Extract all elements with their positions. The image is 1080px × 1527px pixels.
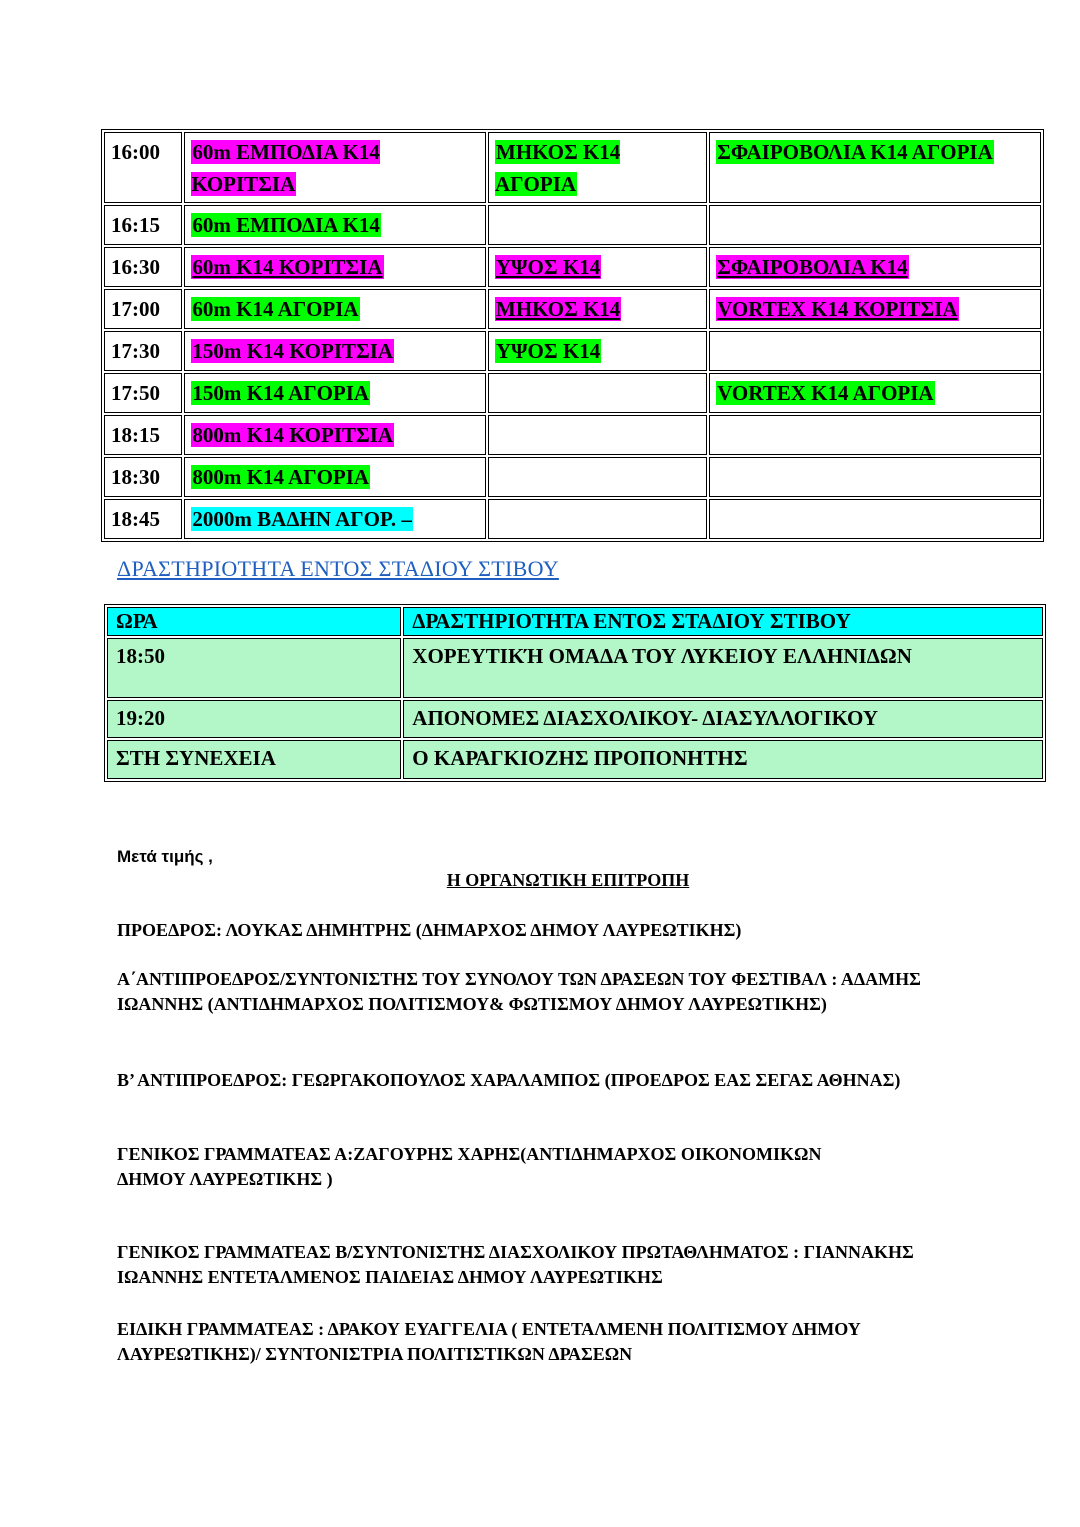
section-heading: ΔΡΑΣΤΗΡΙΟΤΗΤΑ ΕΝΤΟΣ ΣΤΑΔΙΟΥ ΣΤΙΒΟΥ xyxy=(117,556,559,581)
header-activity: ΔΡΑΣΤΗΡΙΟΤΗΤΑ ΕΝΤΟΣ ΣΤΑΔΙΟΥ ΣΤΙΒΟΥ xyxy=(403,607,1043,636)
committee-member: Β’ ΑΝΤΙΠΡΟΕΔΡΟΣ: ΓΕΩΡΓΑΚΟΠΟΥΛΟΣ ΧΑΡΑΛΑΜΠΟΣ (ΠΡΟΕΔΡΟΣ ΕΑΣ ΣΕΓΑΣ ΑΘΗΝΑΣ) xyxy=(117,1070,901,1090)
header-time: ΩΡΑ xyxy=(107,607,401,636)
committee-member: ΕΙΔΙΚΗ ΓΡΑΜΜΑΤΕΑΣ : ΔΡΑΚΟΥ ΕΥΑΓΓΕΛΙΑ ( ΕΝΤΕΤΑΛΜΕΝΗ ΠΟΛΙΤΙΣΜΟΥ ΔΗΜΟΥ ΛΑΥΡΕΩΤΙΚΗΣ)/ ΣΥΝΤΟΝΙΣΤΡΙΑ ΠΟΛΙΤΙΣΤΙΚΩΝ ΔΡΑΣΕΩΝ xyxy=(117,1319,861,1364)
event-schedule-table xyxy=(101,129,1044,542)
schedule-event-cell xyxy=(184,373,486,413)
committee-member: ΓΕΝΙΚΟΣ ΓΡΑΜΜΑΤΕΑΣ Α:ΖΑΓΟΥΡΗΣ ΧΑΡΗΣ(ΑΝΤΙΔΗΜΑΡΧΟΣ ΟΙΚΟΝΟΜΙΚΩΝ ΔΗΜΟΥ ΛΑΥΡΕΩΤΙΚΗΣ ) xyxy=(117,1144,822,1189)
schedule-row xyxy=(104,373,1041,413)
activity-time: 19:20 xyxy=(107,700,401,738)
activity-name: ΧΟΡΕΥΤΙΚΉ ΟΜΑΔΑ ΤΟΥ ΛΥΚΕΙΟΥ ΕΛΛΗΝΙΔΩΝ xyxy=(403,638,1043,698)
schedule-event-cell xyxy=(184,132,486,203)
schedule-event-cell xyxy=(709,289,1041,329)
schedule-event: 800m Κ14 ΚΟΡΙΤΣΙΑ xyxy=(192,423,394,447)
schedule-event: VORTEX Κ14 ΚΟΡΙΤΣΙΑ xyxy=(717,297,958,321)
schedule-event-cell xyxy=(184,289,486,329)
schedule-event-cell xyxy=(709,205,1041,245)
schedule-event: 150m Κ14 ΑΓΟΡΙΑ xyxy=(192,381,370,405)
schedule-event-cell xyxy=(184,457,486,497)
activity-time: ΣΤΗ ΣΥΝΕΧΕΙΑ xyxy=(107,740,401,779)
committee-title: Η ΟΡΓΑΝΩΤΙΚΗ ΕΠΙΤΡΟΠΗ xyxy=(446,870,690,890)
schedule-row xyxy=(104,205,1041,245)
schedule-event-cell xyxy=(184,415,486,455)
schedule-row xyxy=(104,132,1041,203)
activity-time: 18:50 xyxy=(107,638,401,698)
schedule-row xyxy=(104,415,1041,455)
committee-member: Α΄ΑΝΤΙΠΡΟΕΔΡΟΣ/ΣΥΝΤΟΝΙΣΤΗΣ ΤΟΥ ΣΥΝΟΛΟΥ ΤΩΝ ΔΡΑΣΕΩΝ ΤΟΥ ΦΕΣΤΙΒΑΛ : ΑΔΑΜΗΣ ΙΩΑΝΝΗΣ (ΑΝΤΙΔΗΜΑΡΧΟΣ ΠΟΛΙΤΙΣΜΟΥ& ΦΩΤΙΣΜΟΥ ΔΗΜΟΥ ΛΑΥΡΕΩΤΙΚΗΣ) xyxy=(117,969,921,1014)
activity-name: Ο ΚΑΡΑΓΚΙΟΖΗΣ ΠΡΟΠΟΝΗΤΗΣ xyxy=(403,740,1043,779)
schedule-event: ΜΗΚΟΣ Κ14 ΑΓΟΡΙΑ xyxy=(495,140,621,196)
schedule-time: 17:30 xyxy=(104,331,182,371)
schedule-event-cell xyxy=(709,132,1041,203)
schedule-event: 60m Κ14 ΚΟΡΙΤΣΙΑ xyxy=(192,255,383,279)
schedule-event: 60m ΕΜΠΟΔΙΑ Κ14 xyxy=(192,213,380,237)
schedule-event: 60m ΕΜΠΟΔΙΑ Κ14 ΚΟΡΙΤΣΙΑ xyxy=(191,140,380,196)
schedule-event-cell xyxy=(184,499,486,539)
schedule-row xyxy=(104,457,1041,497)
schedule-event-cell xyxy=(709,247,1041,287)
schedule-event-cell xyxy=(488,415,707,455)
stadium-activities-table xyxy=(104,604,1046,782)
schedule-event-cell xyxy=(488,457,707,497)
schedule-event-cell xyxy=(709,331,1041,371)
schedule-time: 16:30 xyxy=(104,247,182,287)
schedule-event-cell xyxy=(488,132,707,203)
schedule-event: ΥΨΟΣ Κ14 xyxy=(496,255,601,279)
schedule-event-cell xyxy=(709,373,1041,413)
schedule-event: ΣΦΑΙΡΟΒΟΛΙΑ Κ14 ΑΓΟΡΙΑ xyxy=(717,140,993,164)
schedule-event-cell xyxy=(709,499,1041,539)
schedule-event-cell xyxy=(488,499,707,539)
schedule-time: 16:15 xyxy=(104,205,182,245)
schedule-event: ΣΦΑΙΡΟΒΟΛΙΑ Κ14 xyxy=(717,255,908,279)
schedule-event-cell xyxy=(488,373,707,413)
schedule-event: ΥΨΟΣ Κ14 xyxy=(496,339,601,363)
greeting: Μετά τιμής , xyxy=(117,847,213,866)
schedule-event: 150m Κ14 ΚΟΡΙΤΣΙΑ xyxy=(192,339,394,363)
schedule-event-cell xyxy=(488,289,707,329)
schedule-event-cell xyxy=(184,331,486,371)
schedule-row xyxy=(104,331,1041,371)
schedule-time: 16:00 xyxy=(104,132,182,203)
table-row xyxy=(107,700,1043,738)
schedule-row xyxy=(104,289,1041,329)
schedule-event-cell xyxy=(709,415,1041,455)
schedule-time: 18:15 xyxy=(104,415,182,455)
schedule-event: ΜΗΚΟΣ Κ14 xyxy=(496,297,621,321)
schedule-event-cell xyxy=(709,457,1041,497)
committee-member: ΠΡΟΕΔΡΟΣ: ΛΟΥΚΑΣ ΔΗΜΗΤΡΗΣ (ΔΗΜΑΡΧΟΣ ΔΗΜΟΥ ΛΑΥΡΕΩΤΙΚΗΣ) xyxy=(117,920,742,940)
schedule-event-cell xyxy=(488,331,707,371)
schedule-event-cell xyxy=(488,247,707,287)
schedule-time: 18:45 xyxy=(104,499,182,539)
schedule-event: 60m Κ14 ΑΓΟΡΙΑ xyxy=(192,297,359,321)
schedule-row xyxy=(104,247,1041,287)
schedule-event-cell xyxy=(488,205,707,245)
schedule-event-cell xyxy=(184,247,486,287)
schedule-event-cell xyxy=(184,205,486,245)
activities-header-row xyxy=(107,607,1043,636)
schedule-event: 2000m ΒΑΔΗΝ ΑΓΟΡ. – xyxy=(192,507,412,531)
schedule-time: 17:50 xyxy=(104,373,182,413)
table-row xyxy=(107,638,1043,698)
table-row xyxy=(107,740,1043,779)
schedule-row xyxy=(104,499,1041,539)
activity-name: ΑΠΟΝΟΜΕΣ ΔΙΑΣΧΟΛΙΚΟΥ- ΔΙΑΣΥΛΛΟΓΙΚΟΥ xyxy=(403,700,1043,738)
schedule-event: VORTEX Κ14 ΑΓΟΡΙΑ xyxy=(717,381,934,405)
schedule-time: 18:30 xyxy=(104,457,182,497)
schedule-event: 800m Κ14 ΑΓΟΡΙΑ xyxy=(192,465,370,489)
schedule-time: 17:00 xyxy=(104,289,182,329)
committee-member: ΓΕΝΙΚΟΣ ΓΡΑΜΜΑΤΕΑΣ Β/ΣΥΝΤΟΝΙΣΤΗΣ ΔΙΑΣΧΟΛΙΚΟΥ ΠΡΩΤΑΘΛΗΜΑΤΟΣ : ΓΙΑΝΝΑΚΗΣ ΙΩΑΝΝΗΣ ΕΝΤΕΤΑΛΜΕΝΟΣ ΠΑΙΔΕΙΑΣ ΔΗΜΟΥ ΛΑΥΡΕΩΤΙΚΗΣ xyxy=(117,1242,914,1287)
schedule-body xyxy=(104,132,1041,539)
